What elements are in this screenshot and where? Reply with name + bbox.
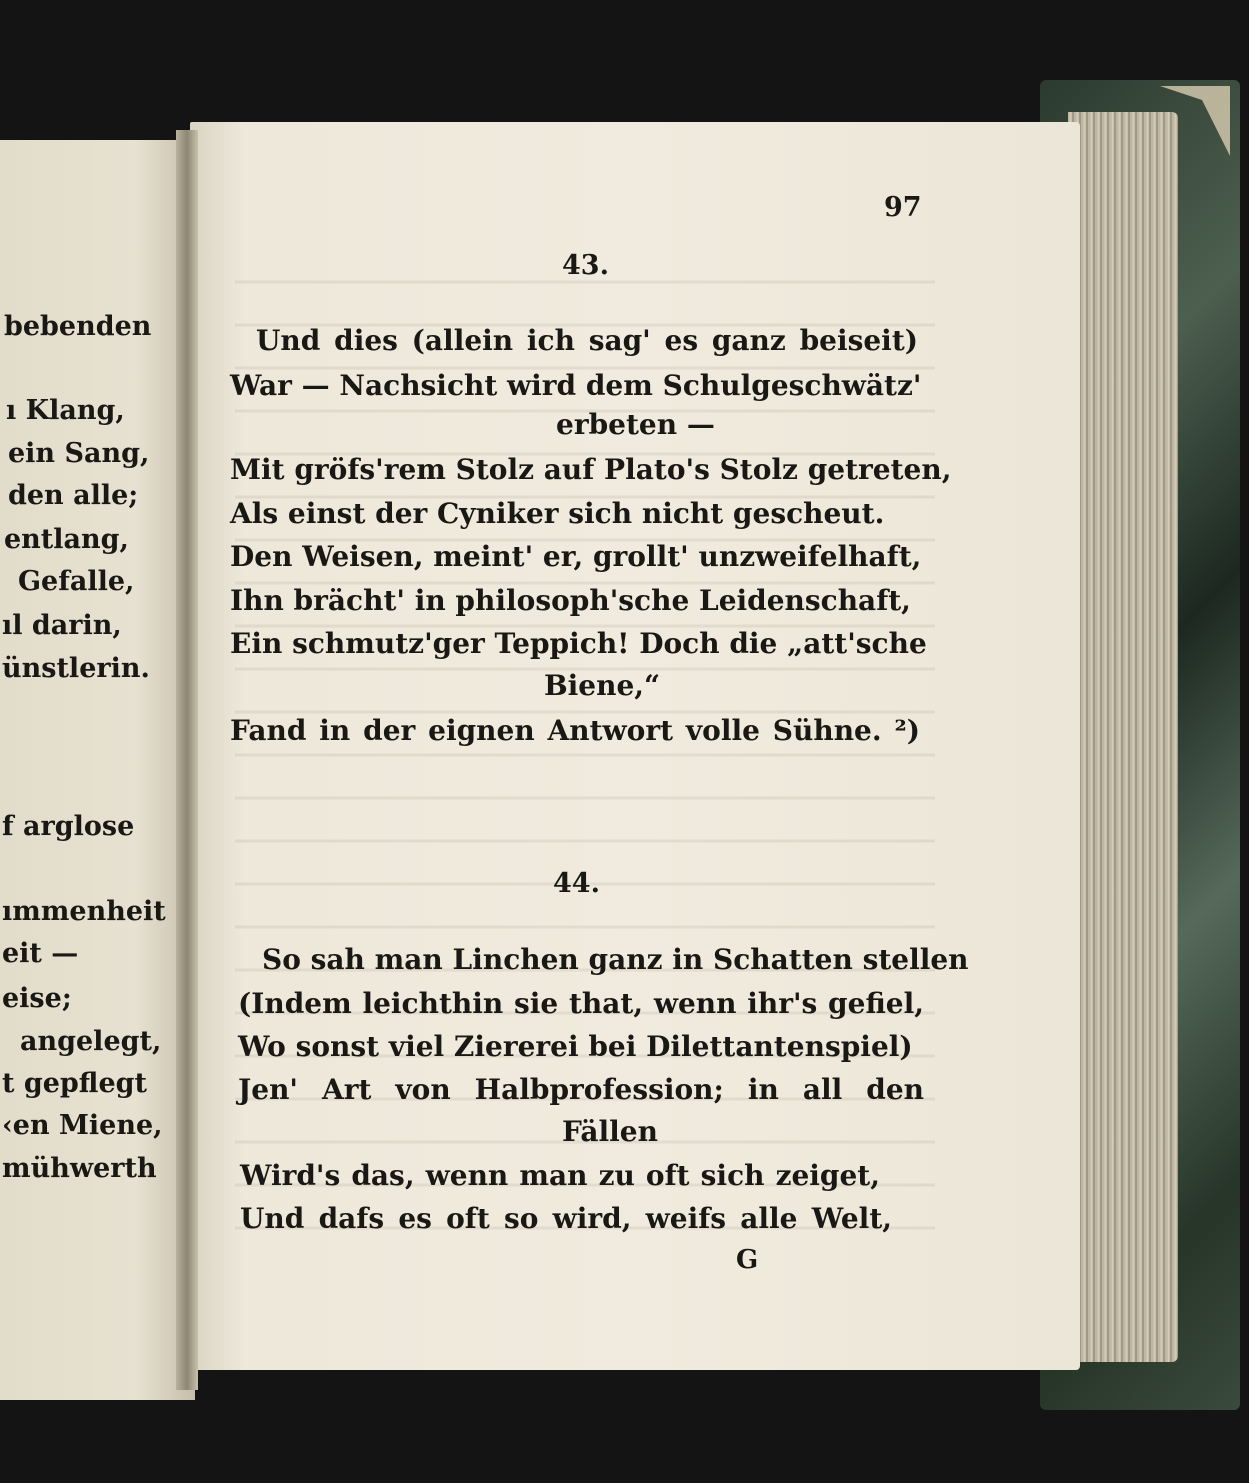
verse-line: Und dafs es oft so wird, weifs alle Welt, bbox=[240, 1202, 892, 1235]
left-page-line: entlang, bbox=[4, 524, 129, 555]
left-page-line: bebenden bbox=[4, 311, 152, 342]
signature-mark: G bbox=[736, 1245, 759, 1275]
verse-line: Jen' Art von Halbprofession; in all den bbox=[238, 1073, 924, 1106]
stanza-number: 43. bbox=[562, 250, 609, 281]
left-page-line: t gepflegt bbox=[2, 1068, 147, 1099]
left-page-line: eise; bbox=[2, 983, 72, 1014]
verse-line: So sah man Linchen ganz in Schatten stellen bbox=[262, 943, 969, 976]
left-page-line: ı Klang, bbox=[6, 395, 125, 426]
left-page-line: angelegt, bbox=[20, 1026, 162, 1057]
verse-line: Fällen bbox=[562, 1115, 658, 1148]
verse-line: Biene,“ bbox=[544, 669, 661, 702]
verse-line: Wird's das, wenn man zu oft sich zeiget, bbox=[240, 1159, 880, 1192]
left-page-line: ‹en Miene, bbox=[2, 1110, 163, 1141]
verse-line: Ihn brächt' in philosoph'sche Leidenschaft, bbox=[230, 584, 911, 617]
verse-line: (Indem leichthin sie that, wenn ihr's gefiel, bbox=[238, 987, 924, 1020]
stanza-number: 44. bbox=[553, 868, 600, 899]
verse-line: Mit gröfs'rem Stolz auf Plato's Stolz getreten, bbox=[230, 453, 952, 486]
page-number: 97 bbox=[884, 192, 922, 223]
book-gutter bbox=[176, 130, 198, 1390]
verse-line: Ein schmutz'ger Teppich! Doch die „att'sche bbox=[230, 627, 927, 660]
verse-line: erbeten — bbox=[556, 408, 715, 441]
left-page-line: den alle; bbox=[8, 480, 139, 511]
verse-line: Den Weisen, meint' er, grollt' unzweifelhaft, bbox=[230, 540, 922, 573]
page-edges bbox=[1068, 112, 1178, 1362]
verse-line: Und dies (allein ich sag' es ganz beiseit) bbox=[256, 324, 918, 357]
left-page-line: Gefalle, bbox=[18, 566, 135, 597]
left-page-line: mühwerth bbox=[2, 1153, 157, 1184]
left-page-line: ıl darin, bbox=[2, 610, 122, 641]
left-page-line: ımmenheit bbox=[2, 896, 166, 927]
left-page-line: ünstlerin. bbox=[2, 653, 150, 684]
verse-line: Wo sonst viel Ziererei bei Dilettantenspiel) bbox=[238, 1030, 913, 1063]
left-page-line: f arglose bbox=[2, 811, 135, 842]
left-page-line: ein Sang, bbox=[8, 438, 150, 469]
verse-line: Als einst der Cyniker sich nicht gescheut. bbox=[230, 497, 885, 530]
left-page-line: eit — bbox=[2, 938, 79, 969]
verse-line: War — Nachsicht wird dem Schulgeschwätz' bbox=[230, 369, 922, 402]
verse-line: Fand in der eignen Antwort volle Sühne. ²) bbox=[230, 714, 920, 747]
